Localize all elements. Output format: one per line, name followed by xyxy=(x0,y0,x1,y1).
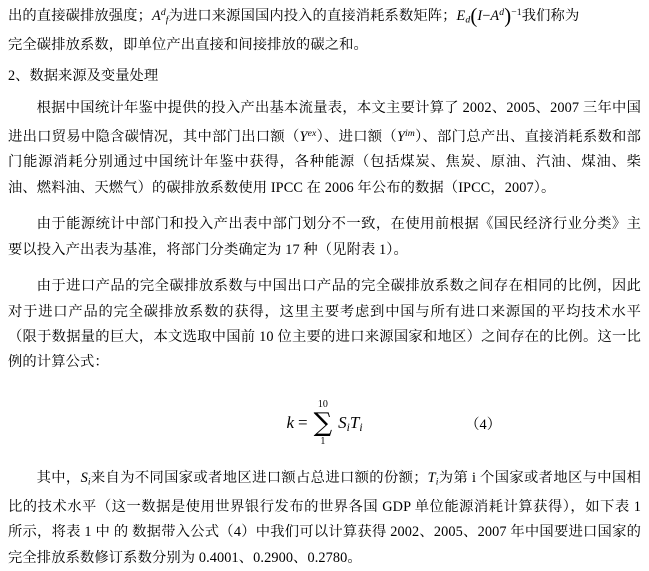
paragraph-import-coefficient: 由于进口产品的完全碳排放系数与中国出口产品的完全碳排放系数之间存在相同的比例，因此对于进口产品的完全碳排放系数的获得，这里主要考虑到中国与所有进口来源国的平均技术水平（限于数据量的巨大，本文选取中国前 10 位主要的进口来源国家和地区）之间存在的比例。这一比例的计算公式： xyxy=(8,278,641,371)
formula-S-sub: i xyxy=(346,420,350,434)
text-run: ）、部门总产出、直接消耗系数和部门能源消耗分别通过中国统计年鉴中获得，各种能源（包括煤炭、焦炭、原油、汽油、煤油、柴油、燃料油、天燃气）的碳排放系数使用 IPCC 在 2006 年公布的数据（IPCC，2007）。 xyxy=(8,129,642,196)
summation-operator xyxy=(314,400,333,447)
text-run: ）、进口额（ xyxy=(316,129,397,146)
math-symbol-S: S xyxy=(80,469,88,486)
math-symbol-A: A xyxy=(151,7,161,24)
formula-equals: = xyxy=(297,413,308,433)
text-run: 出的直接碳排放强度； xyxy=(8,7,152,24)
math-sup-d2: d xyxy=(499,7,505,18)
text-run: 完全碳排放系数，即单位产出直接和间接排放的碳之和。 xyxy=(8,36,368,53)
formula-lhs-k: k xyxy=(286,413,294,433)
spacer xyxy=(0,201,649,212)
text-run: 根据中国统计年鉴中提供的投入产出基本流量表，本文主要计算了 2002、2005、2007 三年中国进出口贸易中隐含碳情况，其中部门出口额（ xyxy=(8,99,641,146)
text-run: 我们称为 xyxy=(521,7,580,24)
section-heading-2: 2、数据来源及变量处理 xyxy=(8,68,159,85)
math-paren-close: ) xyxy=(504,5,512,28)
formula-number: （4） xyxy=(465,416,501,433)
math-symbol-I: I xyxy=(477,7,483,24)
math-sub-i-T: i xyxy=(435,476,439,488)
paragraph-data-sources xyxy=(8,96,641,201)
math-symbol-T: T xyxy=(427,469,436,486)
formula-S: S xyxy=(338,412,347,432)
math-minus: − xyxy=(482,7,491,24)
math-sup-d: d xyxy=(160,7,166,18)
math-sub-i-S: i xyxy=(87,476,91,488)
paragraph-formula-explanation xyxy=(8,466,641,571)
formula-T-sub: i xyxy=(359,420,363,434)
text-run: 其中， xyxy=(36,469,81,486)
formula-body xyxy=(338,413,362,434)
paragraph-sector-classification: 由于能源统计中部门和投入产出表中部门划分不一致，在使用前根据《国民经济行业分类》主要以投入产出表为基准，将部门分类确定为 17 种（见附表 1）。 xyxy=(8,216,641,258)
math-paren-open: ( xyxy=(470,5,478,28)
math-symbol-E: E xyxy=(456,7,466,24)
math-sub-d: d xyxy=(465,14,471,26)
math-symbol-Y-import: Y xyxy=(396,129,405,146)
sum-lower-limit: 1 xyxy=(320,435,326,447)
math-sup-ex: ex xyxy=(307,128,317,140)
spacer xyxy=(0,263,649,274)
math-symbol-Y-export: Y xyxy=(299,129,308,146)
text-run: 为第 i 个国家或者地区与 xyxy=(438,469,598,486)
inline-formula-ed xyxy=(456,5,522,28)
text-run: 来自为不同国家或者地区进口额占总进口额的份额； xyxy=(90,469,428,486)
math-sup-im: im xyxy=(405,128,415,140)
paragraph-continuation xyxy=(8,0,641,33)
text-run: 为进口来源国国内投入的直接消耗系数矩阵； xyxy=(168,7,457,24)
math-exponent-minus-one: −1 xyxy=(511,7,522,18)
spacer xyxy=(0,450,649,466)
formula-T: T xyxy=(349,412,360,432)
sum-upper-limit: 10 xyxy=(317,398,328,410)
text-run: 中国相比的技术水平（这一数据是使用世界银行发布的世界各国 GDP 单位能源消耗计算获得），如下表 1 所示，将表 1 中 的 数据带入公式（4）中我们可以计算获得 2002、2005、2007 年中国要进口国家的完全排放系数修订系数分别为 0.4001、0.2900、0.2780。 xyxy=(8,469,641,566)
paragraph-continuation-line2 xyxy=(8,33,641,58)
display-formula-4 xyxy=(0,392,649,450)
math-symbol-A2: A xyxy=(490,7,500,24)
formula-expression xyxy=(0,400,649,447)
math-sub-f: f xyxy=(165,14,169,26)
inline-formula-af xyxy=(152,8,169,24)
spacer xyxy=(0,376,649,392)
sigma-icon: ∑ xyxy=(313,407,333,438)
